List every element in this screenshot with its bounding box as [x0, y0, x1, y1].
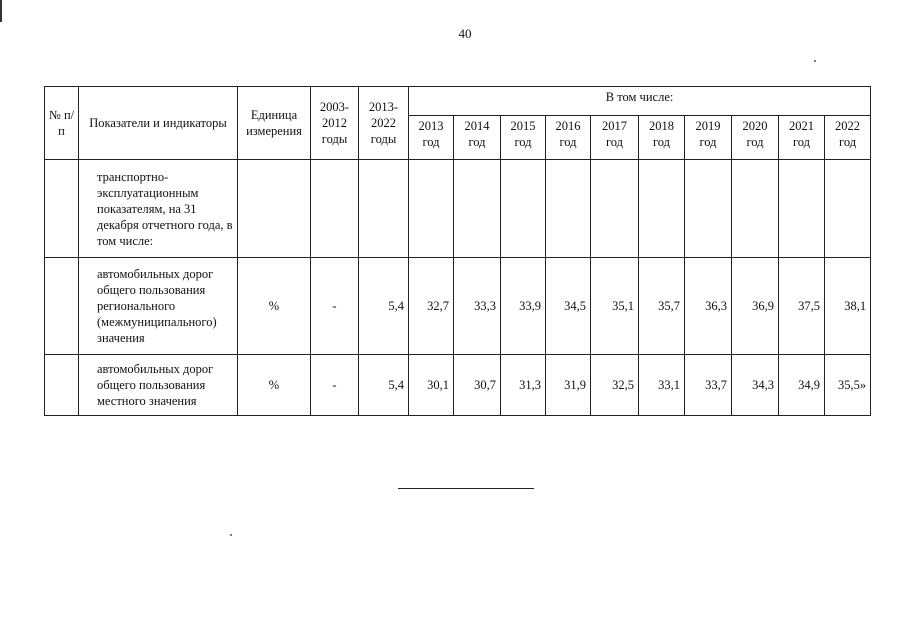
- cell-indicator: автомобильных дорог общего пользования регионального (межмуниципального) значения: [79, 258, 238, 355]
- end-rule: [398, 488, 534, 489]
- cell-value: [591, 160, 639, 258]
- header-year-2015: 2015 год: [501, 116, 546, 160]
- indicators-table: [44, 86, 871, 416]
- cell-value-2018: 33,1: [639, 355, 685, 416]
- cell-num: [45, 160, 79, 258]
- cell-period-2003-2012: [311, 160, 359, 258]
- cell-value-2016: 31,9: [546, 355, 591, 416]
- cell-unit: %: [238, 258, 311, 355]
- header-row-1: [45, 87, 871, 116]
- header-year-2020: 2020 год: [732, 116, 779, 160]
- header-period-2003-2012: 2003-2012 годы: [311, 87, 359, 160]
- page-number: 40: [458, 26, 472, 41]
- page-edge-mark: [0, 0, 2, 22]
- header-year-2019: 2019 год: [685, 116, 732, 160]
- header-year-2014: 2014 год: [454, 116, 501, 160]
- cell-value-2022: 38,1: [825, 258, 871, 355]
- cell-indicator: автомобильных дорог общего пользования местного значения: [79, 355, 238, 416]
- cell-value-2019: 33,7: [685, 355, 732, 416]
- cell-value-2017: 35,1: [591, 258, 639, 355]
- header-num: № п/п: [45, 87, 79, 160]
- header-year-2021: 2021 год: [779, 116, 825, 160]
- cell-value-2015: 33,9: [501, 258, 546, 355]
- table-row: [45, 355, 871, 416]
- cell-value-2021: 37,5: [779, 258, 825, 355]
- cell-value: [639, 160, 685, 258]
- cell-value-2014: 30,7: [454, 355, 501, 416]
- cell-value-2013: 30,1: [409, 355, 454, 416]
- cell-value: [685, 160, 732, 258]
- table-row: [45, 160, 871, 258]
- cell-num: [45, 355, 79, 416]
- cell-value: [825, 160, 871, 258]
- header-year-2018: 2018 год: [639, 116, 685, 160]
- scan-speck: [230, 534, 232, 536]
- cell-value-2016: 34,5: [546, 258, 591, 355]
- cell-unit: [238, 160, 311, 258]
- cell-unit: %: [238, 355, 311, 416]
- cell-value: [501, 160, 546, 258]
- header-indicator: Показатели и индикаторы: [79, 87, 238, 160]
- scan-speck: [814, 60, 816, 62]
- cell-value-2020: 34,3: [732, 355, 779, 416]
- cell-value: [546, 160, 591, 258]
- header-period-2013-2022: 2013-2022 годы: [359, 87, 409, 160]
- header-year-2022: 2022 год: [825, 116, 871, 160]
- cell-value-2015: 31,3: [501, 355, 546, 416]
- cell-period-2013-2022: 5,4: [359, 355, 409, 416]
- cell-value-2018: 35,7: [639, 258, 685, 355]
- cell-value: [454, 160, 501, 258]
- cell-value: [779, 160, 825, 258]
- cell-num: [45, 258, 79, 355]
- cell-period-2013-2022: [359, 160, 409, 258]
- cell-value-2014: 33,3: [454, 258, 501, 355]
- cell-indicator: транспортно-эксплуатационным показателям, на 31 декабря отчетного года, в том числе:: [79, 160, 238, 258]
- cell-period-2013-2022: 5,4: [359, 258, 409, 355]
- cell-period-2003-2012: -: [311, 355, 359, 416]
- cell-value-2013: 32,7: [409, 258, 454, 355]
- cell-value-2021: 34,9: [779, 355, 825, 416]
- cell-value-2022: 35,5»: [825, 355, 871, 416]
- header-year-2013: 2013 год: [409, 116, 454, 160]
- header-including: В том числе:: [409, 87, 871, 116]
- cell-period-2003-2012: -: [311, 258, 359, 355]
- header-year-2017: 2017 год: [591, 116, 639, 160]
- cell-value-2019: 36,3: [685, 258, 732, 355]
- cell-value: [732, 160, 779, 258]
- cell-value-2020: 36,9: [732, 258, 779, 355]
- cell-value-2017: 32,5: [591, 355, 639, 416]
- header-year-2016: 2016 год: [546, 116, 591, 160]
- table-row: [45, 258, 871, 355]
- header-unit: Единица измерения: [238, 87, 311, 160]
- cell-value: [409, 160, 454, 258]
